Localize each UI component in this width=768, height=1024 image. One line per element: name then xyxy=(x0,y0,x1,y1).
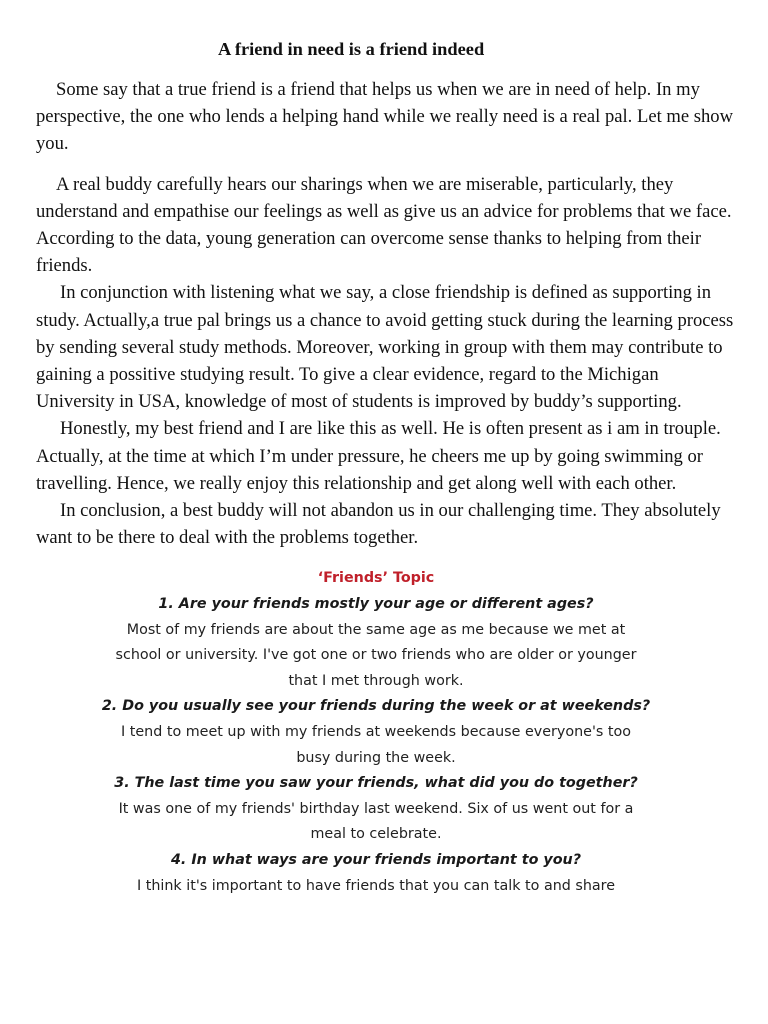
topic-answer: Most of my friends are about the same age as me because we met at school or university. I've got one or two friends who are older or younger that I met through work. xyxy=(115,621,637,689)
essay-paragraph-personal: Honestly, my best friend and I are like this as well. He is often present as i am in trouple. Actually, at the time at which I’m under pressure, he cheers me up by going swimming or travelling. Hence, we really enjoy this relationship and get along well with each other. xyxy=(36,418,721,494)
topic-question: 1. Are your friends mostly your age or different ages? xyxy=(158,596,594,613)
topic-question: 4. In what ways are your friends important to you? xyxy=(170,851,581,868)
topic-answer: I think it's important to have friends that you can talk to and share xyxy=(136,877,616,894)
topic-title: ‘Friends’ Topic xyxy=(317,570,435,587)
topic-question: 2. Do you usually see your friends during the week or at weekends? xyxy=(101,698,651,715)
topic-answer: I tend to meet up with my friends at weekends because everyone's too busy during the week. xyxy=(121,724,631,766)
essay-paragraph-study: In conjunction with listening what we say, a close friendship is defined as supporting in study. Actually,a true pal brings us a chance to avoid getting stuck during the learning process by sending several study methods. Moreover, working in group with them may contribute to gaining a possitive studying result. To give a clear evidence, regard to the Michigan University in USA, knowledge of most of students is improved by buddy’s supporting. xyxy=(36,282,734,413)
topic-question: 3. The last time you saw your friends, what did you do together? xyxy=(114,775,638,792)
essay-title: A friend in need is a friend indeed xyxy=(218,39,485,59)
friends-topic-section xyxy=(36,566,738,899)
essay-paragraph-intro: Some say that a true friend is a friend that helps us when we are in need of help. In my perspective, the one who lends a helping hand while we really need is a real pal. Let me show you. xyxy=(36,79,734,155)
essay-paragraph-conclusion: In conclusion, a best buddy will not abandon us in our challenging time. They absolutely want to be there to deal with the problems together. xyxy=(36,500,721,549)
essay-paragraph-listening: A real buddy carefully hears our sharings when we are miserable, particularly, they understand and empathise our feelings as well as give us an advice for problems that we face. According to the data, young generation can overcome sense thanks to helping from their friends. xyxy=(36,173,732,277)
essay xyxy=(36,0,738,551)
topic-answer: It was one of my friends' birthday last weekend. Six of us went out for a meal to celebrate. xyxy=(118,800,634,843)
